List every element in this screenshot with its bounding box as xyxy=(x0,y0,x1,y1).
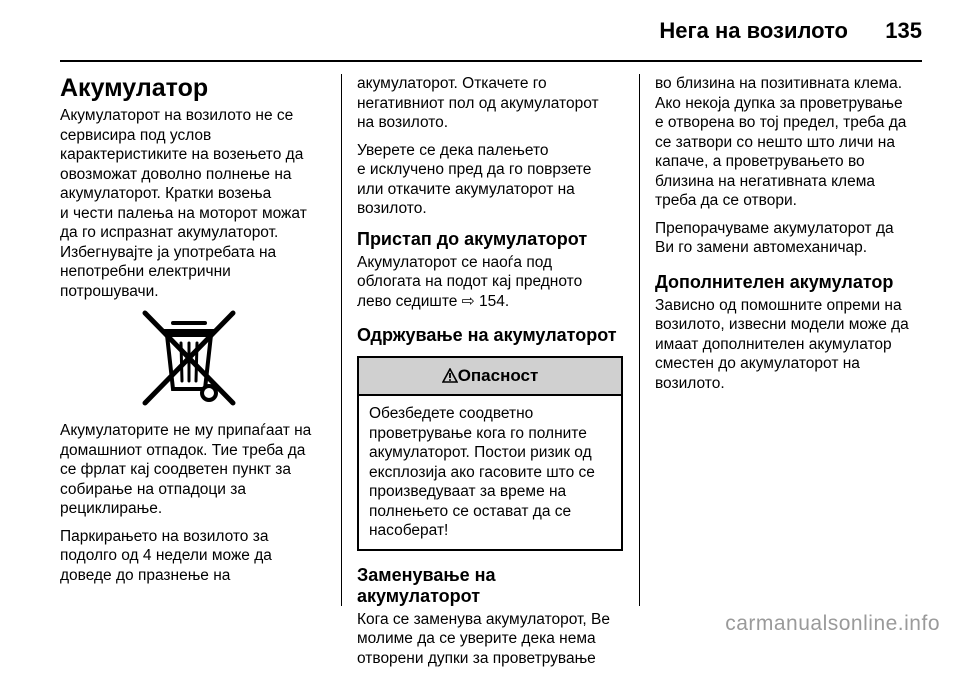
paragraph-recommend: Препорачуваме акумулаторот да Ви го замени автомеханичар. xyxy=(655,219,894,256)
watermark: carmanualsonline.info xyxy=(725,612,940,635)
paragraph-replace: Кога се заменува акумулаторот, Ве молиме да се уверите дека нема отворени дупки за проветрување xyxy=(357,610,610,667)
section-heading-auxiliary: Дополнителен акумулатор xyxy=(655,271,894,292)
paragraph-vent-holes: во близина на позитивната клема. Ако некоја дупка за проветрување е отворена во тој предел, треба да се затвори со нешто што личи на капаче, а проветрувањето во близина на негативната клема треба да се отвори. xyxy=(655,75,907,209)
paragraph-parking: Паркирањето на возилото за подолго од 4 недели може да доведе до празнење на xyxy=(60,527,272,584)
column-3 xyxy=(655,74,921,401)
warning-triangle-icon xyxy=(442,368,458,383)
page-title: Нега на возилото xyxy=(659,18,848,43)
paragraph-disconnect: акумулаторот. Откачете го негативниот пол од акумулаторот на возилото. xyxy=(357,75,599,131)
page-reference-icon: ⇨ xyxy=(461,292,475,310)
section-heading-access: Пристап до акумулаторот xyxy=(357,228,588,249)
paragraph-auxiliary: Зависно од помошните опреми на возилото, извесни модели може да имаат дополнителен акумулатор сместен до акумулаторот на возилото. xyxy=(655,296,909,392)
column-2 xyxy=(357,74,623,676)
paragraph-ignition: Уверете се дека палењето е исклучено пред да го поврзете или откачите акумулаторот на возилото. xyxy=(357,141,592,217)
section-heading-battery: Акумулатор xyxy=(60,74,209,102)
warning-title: Опасност xyxy=(457,366,539,385)
paragraph-battery-service: Акумулаторот на возилото не се сервисира под услов карактеристиките на возењето да овозможат доволно полнење на акумулаторот. Кратки возења и чести палења на моторот можат да го испразнат акумулаторот. Избегнувајте ја употребата на непотребни електрични потрошувачи. xyxy=(60,107,307,300)
paragraph-access: Акумулаторот се наоѓа под облогата на подот кај предното лево седиште ⇨ 154. xyxy=(357,253,583,310)
header-rule xyxy=(60,60,922,62)
warning-text: Обезбедете соодветно проветрување кога го полните акумулаторот. Постои ризик од експлозија ако гасовите што се произведуваат за време на полнењето се остават да се насоберат! xyxy=(369,405,595,539)
warning-header xyxy=(359,358,621,396)
page-header xyxy=(0,0,960,60)
section-heading-maintenance: Одржување на акумулаторот xyxy=(357,325,617,345)
column-1 xyxy=(60,74,328,593)
crossed-out-bin-icon xyxy=(135,309,243,407)
section-heading-replace: Заменување на акумулаторот xyxy=(357,564,496,606)
warning-box xyxy=(357,356,623,551)
paragraph-battery-disposal: Акумулаторите не му припаѓаат на домашниот отпадок. Тие треба да се фрлат кај соодветен пункт за собирање на отпадоци за рециклирање. xyxy=(60,422,312,517)
column-divider-2 xyxy=(639,74,640,606)
page-number: 135 xyxy=(885,18,922,43)
page-reference: 154. xyxy=(474,292,510,310)
column-divider-1 xyxy=(341,74,342,606)
